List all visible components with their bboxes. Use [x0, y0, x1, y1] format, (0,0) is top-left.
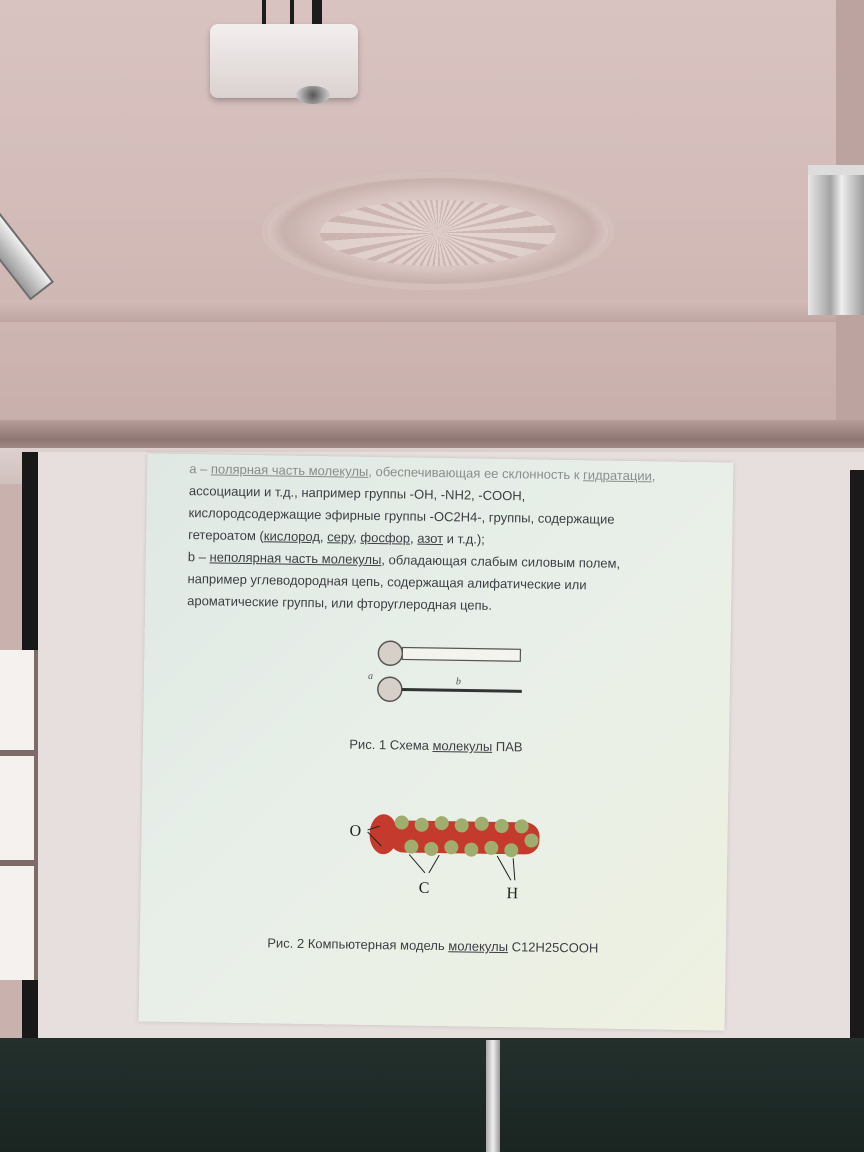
label-oxygen: O — [349, 822, 362, 840]
link-text: фосфор — [360, 529, 411, 546]
link-text: гидратации — [582, 467, 652, 484]
ceiling-beam — [0, 300, 864, 322]
nonpolar-tail-line — [402, 689, 522, 691]
carbon-chain — [369, 814, 540, 858]
text: a – — [189, 461, 212, 477]
text: , — [651, 468, 656, 484]
label-b: b — [455, 676, 462, 688]
slide-text — [187, 458, 709, 620]
label-hydrogen: H — [506, 885, 519, 903]
pointer-line — [409, 855, 425, 873]
label-a: a — [367, 670, 374, 683]
link-text: молекулы — [448, 938, 509, 955]
text: C12H25COOH — [507, 939, 599, 956]
nonpolar-tail-shape — [402, 647, 520, 661]
window-frame — [0, 860, 34, 866]
text: , обладающая слабым силовым полем, — [381, 552, 621, 571]
label-carbon: C — [418, 879, 430, 897]
window — [0, 650, 38, 980]
link-text: неполярная часть молекулы — [209, 549, 382, 568]
ceiling-rosette-center — [320, 200, 556, 266]
projected-slide — [139, 453, 734, 1030]
pointer-line — [429, 855, 439, 873]
polar-head-shape — [378, 641, 402, 665]
link-text: азот — [417, 530, 444, 547]
text: Рис. 2 Компьютерная модель — [267, 935, 449, 954]
molecule-computer-model — [330, 801, 552, 914]
slide-line-7: ароматические группы, или фторуглеродная цепь. — [187, 593, 493, 613]
figure-1-caption — [143, 730, 729, 761]
text: , обеспечивающая ее склонность к — [368, 463, 584, 483]
figure-2-caption — [140, 930, 726, 961]
text: и т.д.); — [442, 531, 485, 547]
projector-lens — [296, 86, 330, 104]
text: ПАВ — [492, 738, 523, 755]
window-frame — [0, 750, 34, 756]
fluorescent-lamp-right — [808, 165, 864, 315]
pointer-line — [513, 858, 515, 880]
slide-line-3: кислородсодержащие эфирные группы -OC2H4-, группы, содержащие — [188, 505, 615, 527]
polar-head-shape — [378, 677, 402, 701]
chalkboard — [0, 1038, 864, 1152]
text: Рис. 1 Схема — [349, 736, 433, 753]
text: , — [353, 529, 361, 545]
screen-border — [850, 470, 864, 1050]
slide-line-6: например углеводородная цепь, содержащая алифатические или — [187, 571, 587, 593]
link-text: молекулы — [432, 737, 493, 754]
text: гетероатом ( — [188, 527, 264, 544]
pointer-line — [497, 856, 511, 880]
text: , — [409, 530, 418, 546]
surfactant-molecule-scheme — [354, 639, 535, 712]
link-text: кислород — [263, 528, 321, 545]
text: b – — [187, 549, 210, 565]
screen-pull-rod — [486, 1040, 500, 1152]
link-text: полярная часть молекулы — [210, 461, 369, 479]
slide-line-2: ассоциации и т.д., например группы -OH, -NH2, -COOH, — [188, 483, 526, 504]
text: , — [319, 529, 328, 545]
ceiling-projector — [210, 24, 358, 98]
link-text: серу — [327, 529, 354, 545]
